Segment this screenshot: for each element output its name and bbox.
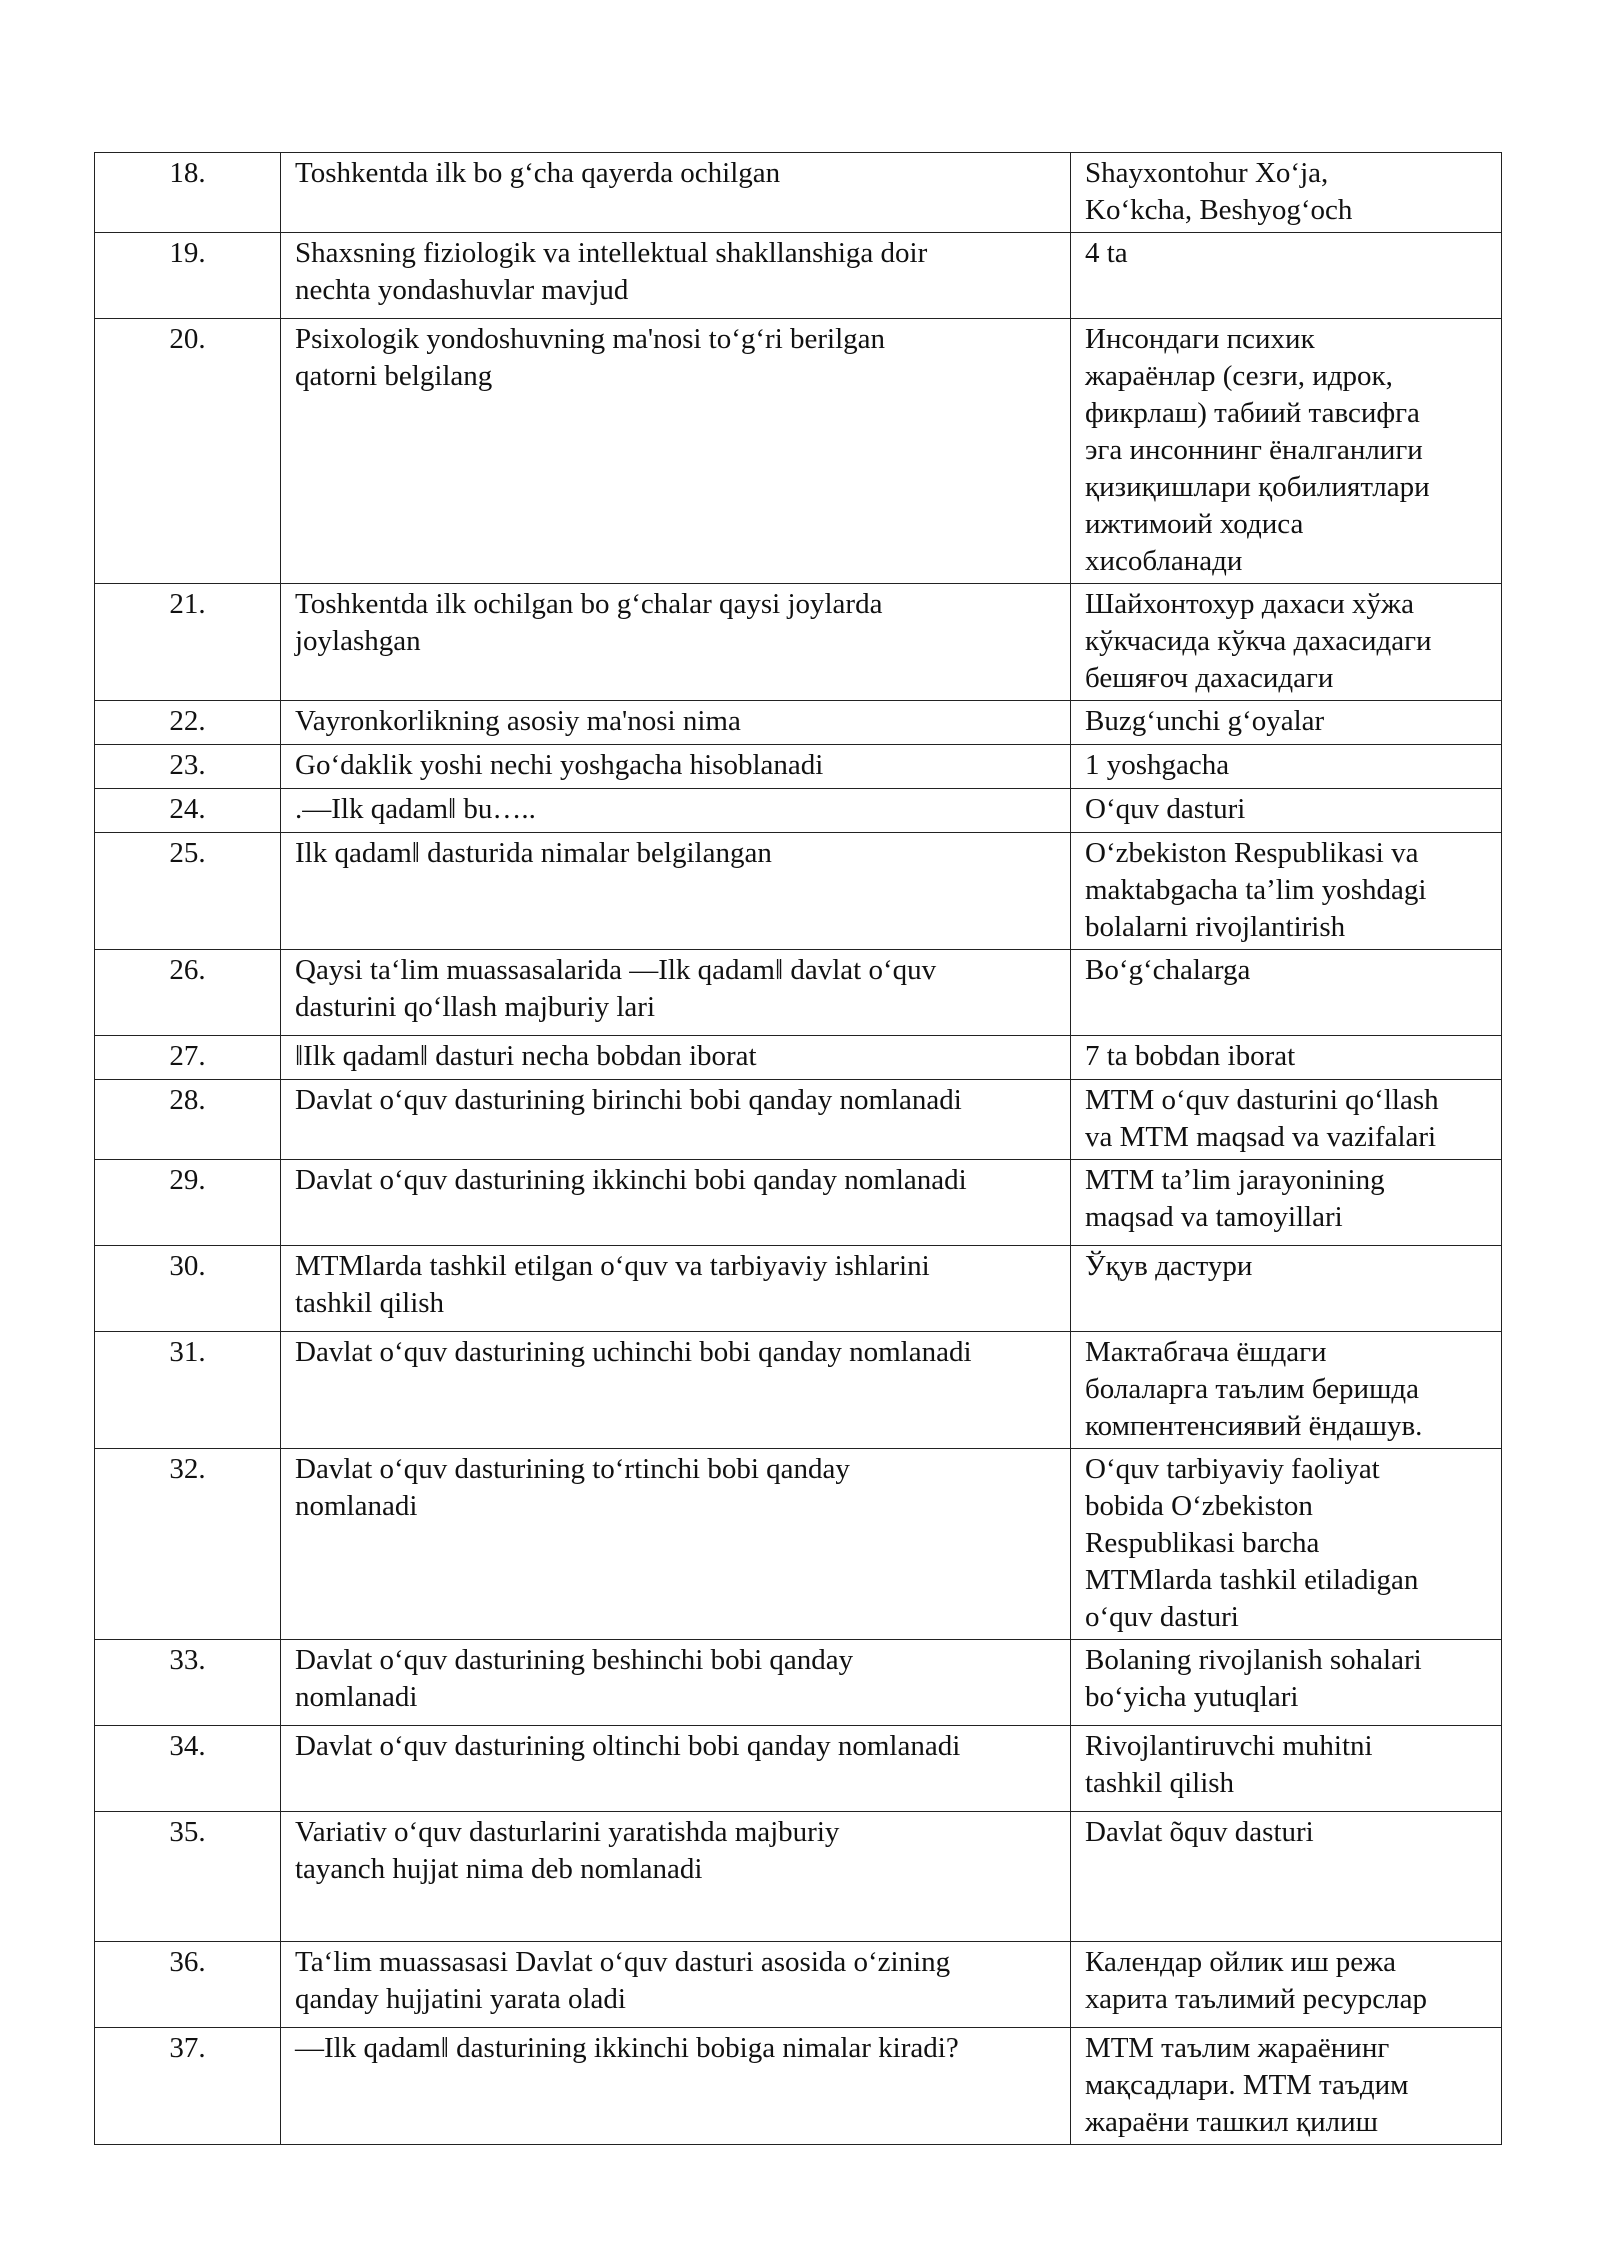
table-row <box>95 584 1502 701</box>
question-cell: Vayronkorlikning asosiy ma'nosi nima <box>281 701 1071 745</box>
question-cell: Davlat o‘quv dasturining ikkinchi bobi qanday nomlanadi <box>281 1160 1071 1246</box>
table-row <box>95 701 1502 745</box>
table-row <box>95 1726 1502 1812</box>
answer-cell: MTM ta’lim jarayonining maqsad va tamoyillari <box>1071 1160 1502 1246</box>
answer-cell: O‘quv dasturi <box>1071 789 1502 833</box>
answer-cell: O‘quv tarbiyaviy faoliyat bobida O‘zbekiston Respublikasi barcha MTMlarda tashkil etiladigan o‘quv dasturi <box>1071 1449 1502 1640</box>
table-row <box>95 153 1502 233</box>
row-number: 26. <box>95 950 281 1036</box>
row-number: 32. <box>95 1449 281 1640</box>
question-cell: Variativ o‘quv dasturlarini yaratishda majburiy tayanch hujjat nima deb nomlanadi <box>281 1812 1071 1942</box>
table-row <box>95 1036 1502 1080</box>
answer-cell: Bolaning rivojlanish sohalari bo‘yicha yutuqlari <box>1071 1640 1502 1726</box>
qa-table-body <box>95 153 1502 2145</box>
row-number: 18. <box>95 153 281 233</box>
row-number: 22. <box>95 701 281 745</box>
row-number: 31. <box>95 1332 281 1449</box>
question-cell: Davlat o‘quv dasturining uchinchi bobi qanday nomlanadi <box>281 1332 1071 1449</box>
question-cell: .―Ilk qadam‖ bu….. <box>281 789 1071 833</box>
question-cell: Davlat o‘quv dasturining to‘rtinchi bobi qanday nomlanadi <box>281 1449 1071 1640</box>
row-number: 25. <box>95 833 281 950</box>
table-row <box>95 950 1502 1036</box>
table-row <box>95 319 1502 584</box>
row-number: 24. <box>95 789 281 833</box>
row-number: 21. <box>95 584 281 701</box>
answer-cell: МТМ таълим жараёнинг мақсадлари. МТМ таъдим жараёни ташкил қилиш <box>1071 2028 1502 2145</box>
table-row <box>95 233 1502 319</box>
question-cell: Ta‘lim muassasasi Davlat o‘quv dasturi asosida o‘zining qanday hujjatini yarata oladi <box>281 1942 1071 2028</box>
question-cell: Shaxsning fiziologik va intellektual shakllanshiga doir nechta yondashuvlar mavjud <box>281 233 1071 319</box>
answer-cell: Календар ойлик иш режа харита таълимий ресурслар <box>1071 1942 1502 2028</box>
answer-cell: MTM o‘quv dasturini qo‘llash va MTM maqsad va vazifalari <box>1071 1080 1502 1160</box>
qa-table <box>94 152 1502 2145</box>
table-row <box>95 1080 1502 1160</box>
answer-cell: O‘zbekiston Respublikasi va maktabgacha ta’lim yoshdagi bolalarni rivojlantirish <box>1071 833 1502 950</box>
table-row <box>95 1942 1502 2028</box>
table-row <box>95 1160 1502 1246</box>
question-cell: MTMlarda tashkil etilgan o‘quv va tarbiyaviy ishlarini tashkil qilish <box>281 1246 1071 1332</box>
row-number: 37. <box>95 2028 281 2145</box>
row-number: 19. <box>95 233 281 319</box>
table-row <box>95 1332 1502 1449</box>
question-cell: Davlat o‘quv dasturining oltinchi bobi qanday nomlanadi <box>281 1726 1071 1812</box>
table-row <box>95 1640 1502 1726</box>
answer-cell: Шайхонтохур дахаси хўжа кўкчасида кўкча дахасидаги бешяғоч дахасидаги <box>1071 584 1502 701</box>
row-number: 27. <box>95 1036 281 1080</box>
question-cell: Go‘daklik yoshi nechi yoshgacha hisoblanadi <box>281 745 1071 789</box>
answer-cell: Bo‘g‘chalarga <box>1071 950 1502 1036</box>
row-number: 33. <box>95 1640 281 1726</box>
answer-cell: Ўқув дастури <box>1071 1246 1502 1332</box>
answer-cell: 7 ta bobdan iborat <box>1071 1036 1502 1080</box>
table-row <box>95 833 1502 950</box>
row-number: 35. <box>95 1812 281 1942</box>
row-number: 29. <box>95 1160 281 1246</box>
row-number: 30. <box>95 1246 281 1332</box>
table-row <box>95 745 1502 789</box>
answer-cell: Davlat õquv dasturi <box>1071 1812 1502 1942</box>
answer-cell: Мактабгача ёшдаги болаларга таълим беришда компентенсиявий ёндашув. <box>1071 1332 1502 1449</box>
row-number: 23. <box>95 745 281 789</box>
question-cell: Ilk qadam‖ dasturida nimalar belgilangan <box>281 833 1071 950</box>
row-number: 34. <box>95 1726 281 1812</box>
row-number: 20. <box>95 319 281 584</box>
answer-cell: Buzg‘unchi g‘oyalar <box>1071 701 1502 745</box>
question-cell: Toshkentda ilk bo g‘cha qayerda ochilgan <box>281 153 1071 233</box>
answer-cell: Shayxontohur Xo‘ja, Ko‘kcha, Beshyog‘och <box>1071 153 1502 233</box>
question-cell: Psixologik yondoshuvning ma'nosi to‘g‘ri berilgan qatorni belgilang <box>281 319 1071 584</box>
answer-cell: Инсондаги психик жараёнлар (сезги, идрок, фикрлаш) табиий тавсифга эга инсоннинг ёналганлиги қизиқишлари қобилиятлари ижтимоий ходиса хисобланади <box>1071 319 1502 584</box>
answer-cell: Rivojlantiruvchi muhitni tashkil qilish <box>1071 1726 1502 1812</box>
question-cell: ‖Ilk qadam‖ dasturi necha bobdan iborat <box>281 1036 1071 1080</box>
answer-cell: 1 yoshgacha <box>1071 745 1502 789</box>
table-row <box>95 1449 1502 1640</box>
answer-cell: 4 ta <box>1071 233 1502 319</box>
table-row <box>95 789 1502 833</box>
row-number: 36. <box>95 1942 281 2028</box>
table-row <box>95 1246 1502 1332</box>
question-cell: Qaysi ta‘lim muassasalarida ―Ilk qadam‖ davlat o‘quv dasturini qo‘llash majburiy lari <box>281 950 1071 1036</box>
question-cell: Davlat o‘quv dasturining birinchi bobi qanday nomlanadi <box>281 1080 1071 1160</box>
question-cell: Davlat o‘quv dasturining beshinchi bobi qanday nomlanadi <box>281 1640 1071 1726</box>
question-cell: ―Ilk qadam‖ dasturining ikkinchi bobiga nimalar kiradi? <box>281 2028 1071 2145</box>
question-cell: Toshkentda ilk ochilgan bo g‘chalar qaysi joylarda joylashgan <box>281 584 1071 701</box>
table-row <box>95 2028 1502 2145</box>
row-number: 28. <box>95 1080 281 1160</box>
table-row <box>95 1812 1502 1942</box>
